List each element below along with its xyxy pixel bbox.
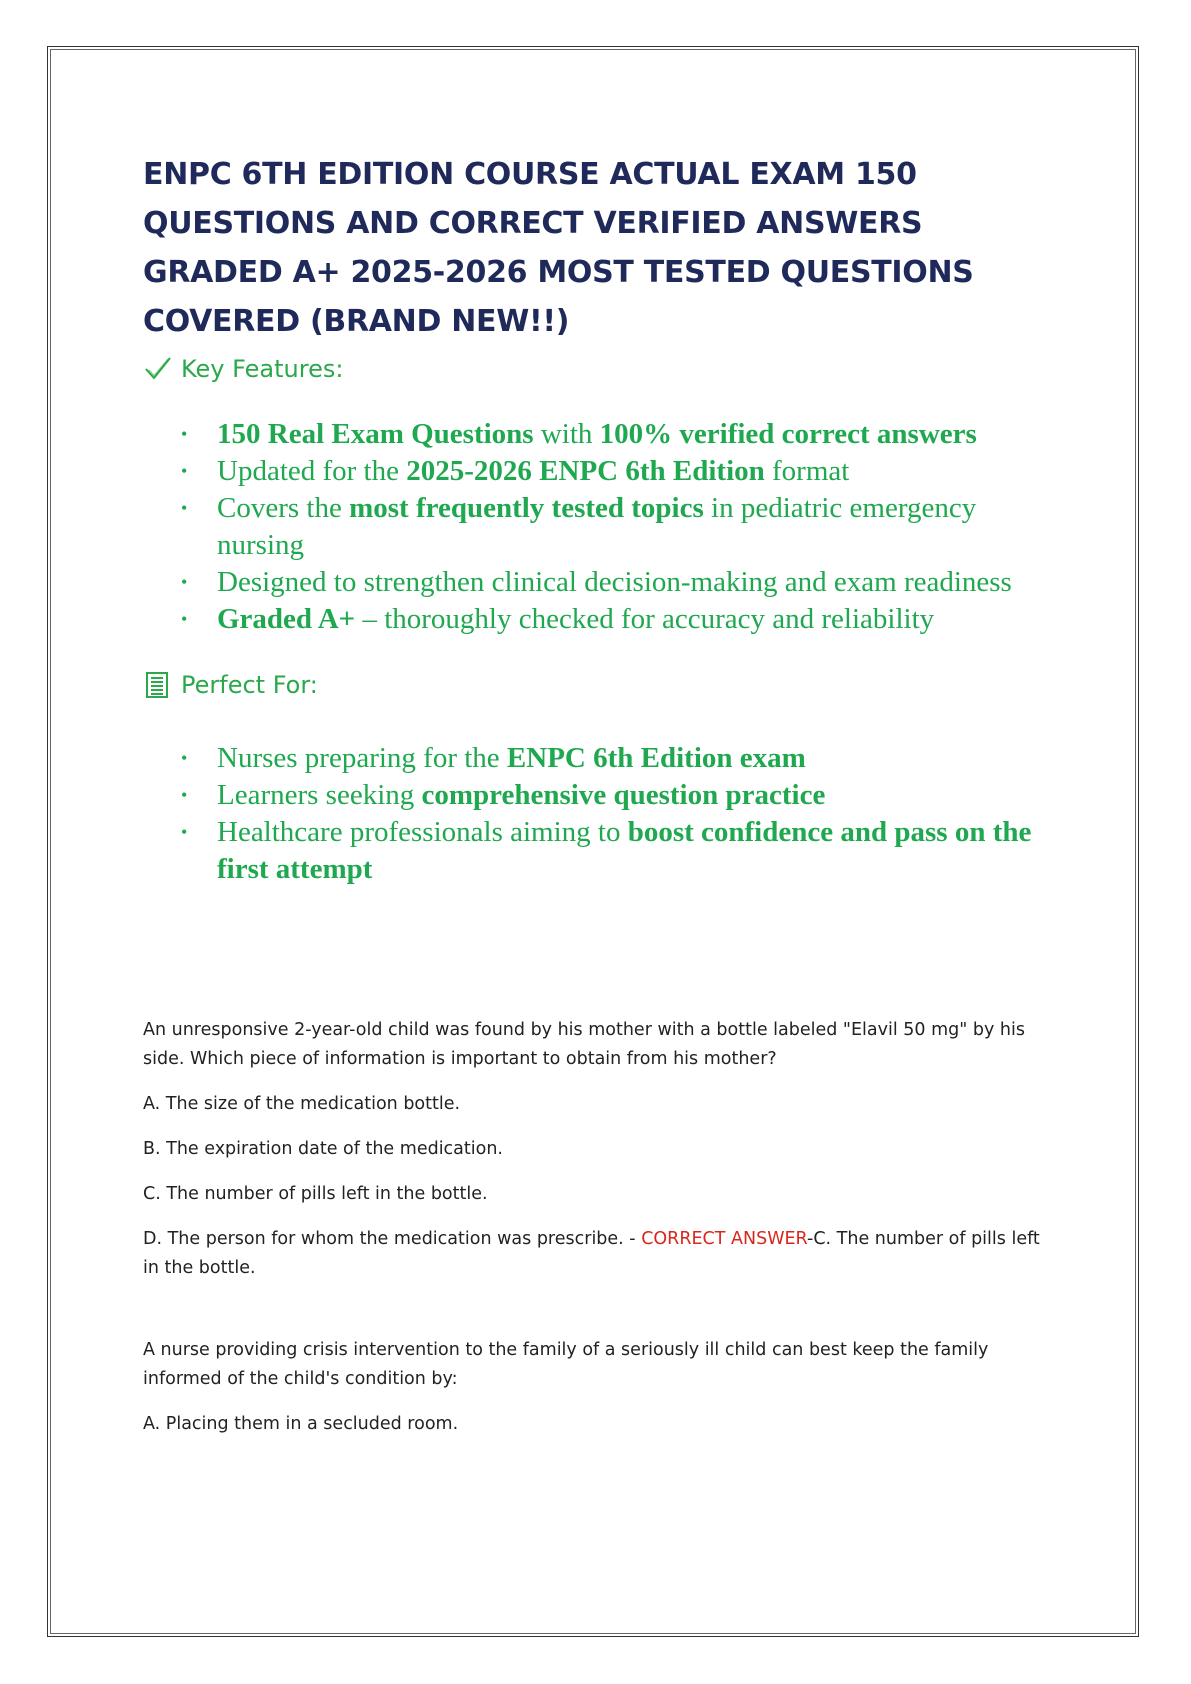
perfect-for-list	[143, 740, 1063, 888]
list-item: • Learners seeking comprehensive question practice	[143, 777, 1063, 814]
perfect-for-heading	[143, 668, 1063, 702]
list-item: • Nurses preparing for the ENPC 6th Edition exam	[143, 740, 1063, 777]
list-item: • Healthcare professionals aiming to boost confidence and pass on the first attempt	[143, 814, 1063, 888]
ledger-icon	[143, 671, 173, 699]
list-item: • Graded A+ – thoroughly checked for accuracy and reliability	[143, 601, 1063, 638]
option-a: A. Placing them in a secluded room.	[143, 1414, 459, 1434]
answer-text: -C. The number of pills left in the bottle.	[143, 1229, 1040, 1278]
list-item: • Covers the most frequently tested topics in pediatric emergency nursing	[143, 490, 1063, 564]
check-icon	[143, 355, 173, 383]
document-title: ENPC 6TH EDITION COURSE ACTUAL EXAM 150 QUESTIONS AND CORRECT VERIFIED ANSWERS GRADED A+ 2025-2026 MOST TESTED QUESTIONS COVERED (BRAND NEW!!)	[143, 157, 974, 339]
question-text: A nurse providing crisis intervention to the family of a seriously ill child can best keep the family informed of the child's condition by:	[143, 1340, 989, 1389]
option-a: A. The size of the medication bottle.	[143, 1094, 461, 1114]
option-b: B. The expiration date of the medication.	[143, 1139, 503, 1159]
question-text: An unresponsive 2-year-old child was found by his mother with a bottle labeled "Elavil 50 mg" by his side. Which piece of information is important to obtain from his mother?	[143, 1020, 1025, 1069]
option-c: C. The number of pills left in the bottle.	[143, 1184, 488, 1204]
question-block-1	[143, 1016, 1043, 1283]
perfect-for-label: Perfect For:	[181, 671, 318, 699]
key-features-list	[143, 416, 1063, 638]
list-item: • Updated for the 2025-2026 ENPC 6th Edition format	[143, 453, 1063, 490]
document-content	[143, 150, 1063, 1439]
key-features-heading	[143, 352, 1063, 386]
correct-answer-label: CORRECT ANSWER	[641, 1229, 808, 1249]
list-item: • 150 Real Exam Questions with 100% verified correct answers	[143, 416, 1063, 453]
list-item: • Designed to strengthen clinical decision-making and exam readiness	[143, 564, 1063, 601]
question-block-2	[143, 1336, 1043, 1439]
option-d-with-answer: D. The person for whom the medication was prescribe. - CORRECT ANSWER-C. The number of pills left in the bottle.	[143, 1229, 1040, 1278]
key-features-label: Key Features:	[181, 355, 344, 383]
